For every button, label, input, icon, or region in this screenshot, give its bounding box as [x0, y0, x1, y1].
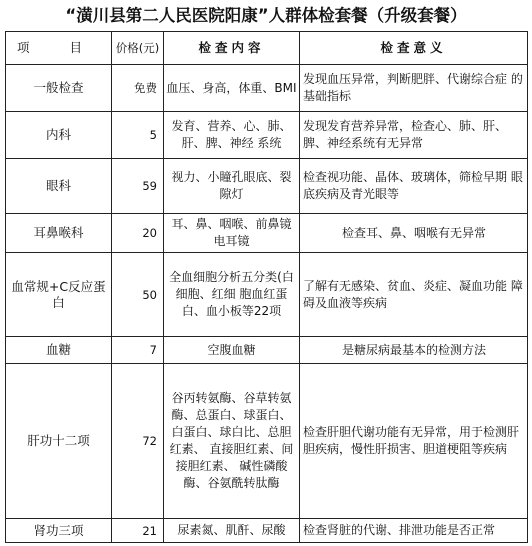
- table-row: [6, 214, 528, 253]
- table-row: [6, 519, 528, 543]
- row-price: 7: [112, 337, 164, 364]
- row-price: 免费: [112, 65, 164, 112]
- table-row: [6, 253, 528, 337]
- table-header-row: [6, 32, 528, 65]
- row-meaning: 发现发育营养异常，检查心、肺、肝、 脾、神经系统有无异常: [300, 112, 528, 159]
- row-meaning: 了解有无感染、贫血、炎症、凝血功能 障碍及血液等疾病: [300, 253, 528, 337]
- header-item: 项 目: [6, 32, 112, 65]
- table-row: [6, 112, 528, 159]
- row-content: 发育、营养、心、肺、肝、脾、神经 系统: [164, 112, 300, 159]
- row-price: 72: [112, 364, 164, 519]
- row-content: 尿素氮、肌酐、尿酸: [164, 519, 300, 543]
- row-meaning: 检查肝胆代谢功能有无异常，用于检测肝胆疾病，慢性肝损害、胆道梗阻等疾病: [300, 364, 528, 519]
- table-row: [6, 364, 528, 519]
- row-meaning: 检查视功能、晶体、玻璃体，筛检早期 眼底疾病及青光眼等: [300, 159, 528, 214]
- row-meaning: 检查肾脏的代谢、排泄功能是否正常: [300, 519, 528, 543]
- row-item: 耳鼻喉科: [6, 214, 112, 253]
- row-content: 空腹血糖: [164, 337, 300, 364]
- row-meaning: 检查耳、鼻、咽喉有无异常: [300, 214, 528, 253]
- row-item: 肾功三项: [6, 519, 112, 543]
- header-meaning: 检查意义: [300, 32, 528, 65]
- row-item: 肝功十二项: [6, 364, 112, 519]
- row-price: 21: [112, 519, 164, 543]
- row-item: 一般检查: [6, 65, 112, 112]
- header-price: 价格(元): [112, 32, 164, 65]
- row-item: 眼科: [6, 159, 112, 214]
- checkup-package-table: [5, 31, 528, 543]
- row-content: 血压、身高，体重、BMI: [164, 65, 300, 112]
- table-row: [6, 337, 528, 364]
- row-content: 视力、小瞳孔眼底、裂隙灯: [164, 159, 300, 214]
- page-title: “潢川县第二人民医院阳康”人群体检套餐（升级套餐）: [65, 6, 467, 25]
- row-price: 20: [112, 214, 164, 253]
- table-row: [6, 159, 528, 214]
- header-content: 检查内容: [164, 32, 300, 65]
- row-price: 59: [112, 159, 164, 214]
- row-price: 5: [112, 112, 164, 159]
- row-content: 全血细胞分析五分类(白细胞、红细 胞血红蛋白、血小板等22项: [164, 253, 300, 337]
- row-item: 血常规+C反应蛋白: [6, 253, 112, 337]
- row-item: 内科: [6, 112, 112, 159]
- row-meaning: 是糖尿病最基本的检测方法: [300, 337, 528, 364]
- row-content: 谷丙转氨酶、谷草转氨酶、总蛋白、球蛋白、白蛋白、球白比、总胆红素、 直接胆红素、间接胆红素、 碱性磷酸酶、谷氨酰转肽酶: [164, 364, 300, 519]
- row-meaning: 发现血压异常，判断肥胖、代谢综合症 的基础指标: [300, 65, 528, 112]
- row-content: 耳、鼻、咽喉、前鼻镜电耳镜: [164, 214, 300, 253]
- row-price: 50: [112, 253, 164, 337]
- table-row: [6, 65, 528, 112]
- row-item: 血糖: [6, 337, 112, 364]
